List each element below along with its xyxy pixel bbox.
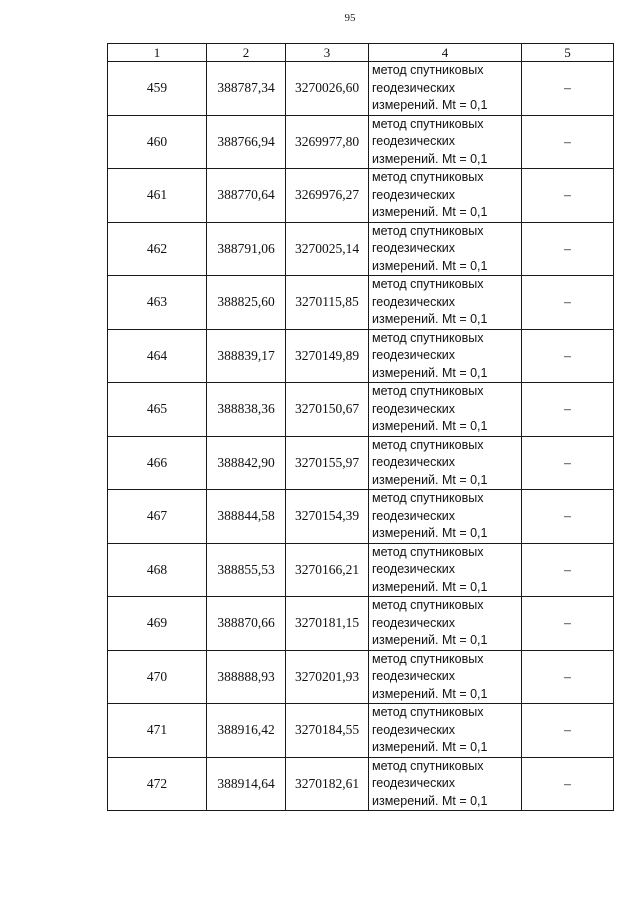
- y-coordinate-cell: 3270181,15: [286, 597, 369, 651]
- point-number-cell: 460: [108, 115, 207, 169]
- header-col-4: 4: [369, 44, 522, 62]
- point-number-cell: 469: [108, 597, 207, 651]
- method-line: метод спутниковых: [372, 437, 484, 452]
- y-coordinate-cell: 3269976,27: [286, 169, 369, 223]
- method-cell: [369, 650, 522, 704]
- point-number-cell: 465: [108, 383, 207, 437]
- point-number-cell: 472: [108, 757, 207, 811]
- table-row: [108, 329, 614, 383]
- method-line: измерений. Mt = 0,1: [372, 472, 488, 487]
- y-coordinate-cell: 3270149,89: [286, 329, 369, 383]
- table-row: [108, 597, 614, 651]
- y-coordinate-cell: 3270201,93: [286, 650, 369, 704]
- method-line: метод спутниковых: [372, 598, 484, 612]
- method-line: измерений. Mt = 0,1: [372, 365, 488, 380]
- header-col-2: 2: [207, 44, 286, 62]
- method-line: измерений. Mt = 0,1: [372, 98, 488, 112]
- method-line: геодезических: [372, 776, 456, 790]
- y-coordinate-cell: 3270155,97: [286, 436, 369, 490]
- method-line: геодезических: [372, 562, 456, 576]
- point-number-cell: 470: [108, 650, 207, 704]
- method-line: измерений. Mt = 0,1: [372, 419, 488, 433]
- method-line: измерений. Mt = 0,1: [372, 579, 488, 594]
- method-line: измерений. Mt = 0,1: [372, 633, 488, 647]
- method-cell: [369, 329, 522, 383]
- point-number-cell: 468: [108, 543, 207, 597]
- note-cell: –: [522, 757, 614, 811]
- note-cell: –: [522, 62, 614, 116]
- table-row: [108, 436, 614, 490]
- table-row: [108, 62, 614, 116]
- method-cell: [369, 222, 522, 276]
- method-line: измерений. Mt = 0,1: [372, 740, 488, 754]
- note-cell: –: [522, 329, 614, 383]
- method-line: метод спутниковых: [372, 758, 484, 773]
- x-coordinate-cell: 388787,34: [207, 62, 286, 116]
- header-col-1: 1: [108, 44, 207, 62]
- method-line: геодезических: [372, 669, 456, 683]
- method-cell: [369, 383, 522, 437]
- method-line: геодезических: [372, 294, 456, 309]
- method-line: метод спутниковых: [372, 544, 484, 559]
- table-row: [108, 704, 614, 758]
- method-line: метод спутниковых: [372, 170, 484, 184]
- x-coordinate-cell: 388914,64: [207, 757, 286, 811]
- method-line: измерений. Mt = 0,1: [372, 205, 488, 219]
- header-row: [108, 44, 614, 62]
- table-row: [108, 169, 614, 223]
- x-coordinate-cell: 388870,66: [207, 597, 286, 651]
- point-number-cell: 466: [108, 436, 207, 490]
- method-line: геодезических: [372, 80, 456, 95]
- x-coordinate-cell: 388916,42: [207, 704, 286, 758]
- method-line: измерений. Mt = 0,1: [372, 258, 488, 273]
- method-line: метод спутниковых: [372, 116, 484, 131]
- coordinates-table: [107, 43, 614, 811]
- method-cell: [369, 490, 522, 544]
- method-cell: [369, 169, 522, 223]
- table-row: [108, 543, 614, 597]
- y-coordinate-cell: 3270026,60: [286, 62, 369, 116]
- header-col-5: 5: [522, 44, 614, 62]
- method-cell: [369, 276, 522, 330]
- method-line: геодезических: [372, 722, 456, 737]
- y-coordinate-cell: 3270150,67: [286, 383, 369, 437]
- x-coordinate-cell: 388838,36: [207, 383, 286, 437]
- method-line: геодезических: [372, 241, 456, 255]
- table-header: [108, 44, 614, 62]
- y-coordinate-cell: 3270166,21: [286, 543, 369, 597]
- method-line: метод спутниковых: [372, 705, 484, 719]
- method-line: геодезических: [372, 187, 456, 202]
- table-row: [108, 383, 614, 437]
- page-number: 95: [344, 12, 356, 24]
- table-row: [108, 650, 614, 704]
- method-line: метод спутниковых: [372, 491, 484, 505]
- table-body: [108, 62, 614, 811]
- method-cell: [369, 115, 522, 169]
- table-row: [108, 115, 614, 169]
- method-line: метод спутниковых: [372, 277, 484, 291]
- method-line: геодезических: [372, 348, 456, 362]
- x-coordinate-cell: 388844,58: [207, 490, 286, 544]
- point-number-cell: 467: [108, 490, 207, 544]
- note-cell: –: [522, 650, 614, 704]
- point-number-cell: 461: [108, 169, 207, 223]
- table-row: [108, 276, 614, 330]
- y-coordinate-cell: 3270025,14: [286, 222, 369, 276]
- method-cell: [369, 757, 522, 811]
- method-line: метод спутниковых: [372, 330, 484, 345]
- note-cell: –: [522, 115, 614, 169]
- point-number-cell: 471: [108, 704, 207, 758]
- method-line: геодезических: [372, 615, 456, 630]
- x-coordinate-cell: 388791,06: [207, 222, 286, 276]
- table-row: [108, 757, 614, 811]
- x-coordinate-cell: 388855,53: [207, 543, 286, 597]
- x-coordinate-cell: 388766,94: [207, 115, 286, 169]
- note-cell: –: [522, 543, 614, 597]
- method-cell: [369, 704, 522, 758]
- method-line: измерений. Mt = 0,1: [372, 312, 488, 326]
- x-coordinate-cell: 388842,90: [207, 436, 286, 490]
- table-row: [108, 490, 614, 544]
- method-line: измерений. Mt = 0,1: [372, 151, 488, 166]
- point-number-cell: 462: [108, 222, 207, 276]
- table-row: [108, 222, 614, 276]
- x-coordinate-cell: 388839,17: [207, 329, 286, 383]
- note-cell: –: [522, 436, 614, 490]
- x-coordinate-cell: 388888,93: [207, 650, 286, 704]
- y-coordinate-cell: 3270154,39: [286, 490, 369, 544]
- note-cell: –: [522, 222, 614, 276]
- method-line: геодезических: [372, 455, 456, 469]
- note-cell: –: [522, 597, 614, 651]
- note-cell: –: [522, 169, 614, 223]
- method-cell: [369, 543, 522, 597]
- method-line: измерений. Mt = 0,1: [372, 686, 488, 701]
- header-col-3: 3: [286, 44, 369, 62]
- y-coordinate-cell: 3270182,61: [286, 757, 369, 811]
- point-number-cell: 463: [108, 276, 207, 330]
- method-line: геодезических: [372, 134, 456, 148]
- method-line: геодезических: [372, 508, 456, 523]
- note-cell: –: [522, 704, 614, 758]
- x-coordinate-cell: 388825,60: [207, 276, 286, 330]
- x-coordinate-cell: 388770,64: [207, 169, 286, 223]
- note-cell: –: [522, 490, 614, 544]
- method-line: метод спутниковых: [372, 651, 484, 666]
- method-cell: [369, 62, 522, 116]
- method-cell: [369, 597, 522, 651]
- point-number-cell: 464: [108, 329, 207, 383]
- y-coordinate-cell: 3270115,85: [286, 276, 369, 330]
- y-coordinate-cell: 3270184,55: [286, 704, 369, 758]
- method-line: геодезических: [372, 401, 456, 416]
- y-coordinate-cell: 3269977,80: [286, 115, 369, 169]
- note-cell: –: [522, 276, 614, 330]
- method-line: метод спутниковых: [372, 384, 484, 398]
- method-cell: [369, 436, 522, 490]
- method-line: измерений. Mt = 0,1: [372, 526, 488, 540]
- method-line: метод спутниковых: [372, 63, 484, 77]
- method-line: метод спутниковых: [372, 223, 484, 238]
- note-cell: –: [522, 383, 614, 437]
- point-number-cell: 459: [108, 62, 207, 116]
- method-line: измерений. Mt = 0,1: [372, 793, 488, 808]
